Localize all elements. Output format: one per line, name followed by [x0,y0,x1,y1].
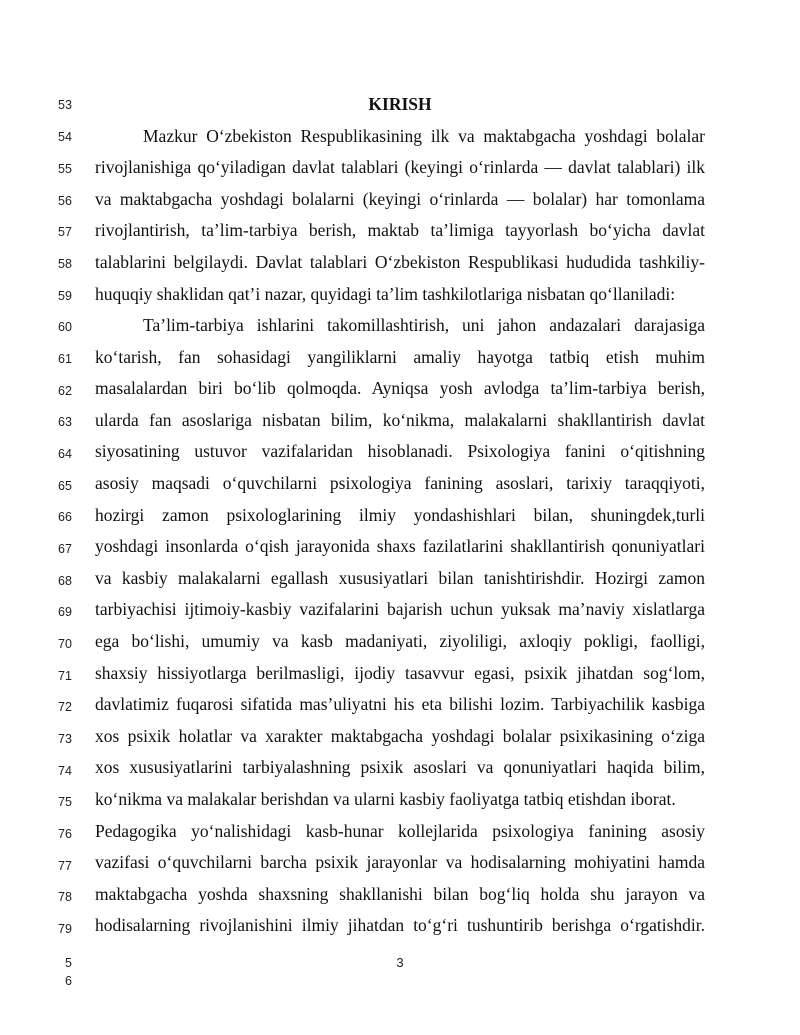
text-line: tarbiyachisi ijtimoiy-kasbiy vazifalarini bajarish uchun yuksak ma’naviy xislatlarga [95,599,705,619]
footer-line-number: 5 [65,956,72,970]
line-number: 66 [58,510,72,524]
text-line: yoshdagi insonlarda o‘qish jarayonida shaxs fazilatlarini shakllantirish qonuniyatlari [95,536,705,556]
line-number: 69 [58,605,72,619]
line-number: 64 [58,447,72,461]
text-line: huquqiy shaklidan qat’i nazar, quyidagi ta’lim tashkilotlariga nisbatan qo‘llaniladi: [95,284,676,304]
line-number: 79 [58,922,72,936]
line-number: 72 [58,700,72,714]
line-number: 65 [58,479,72,493]
text-line: ega bo‘lishi, umumiy va kasb madaniyati, ziyoliligi, axloqiy pokligi, faolligi, [95,631,705,651]
line-number: 77 [58,859,72,873]
text-line: vazifasi o‘quvchilarni barcha psixik jarayonlar va hodisalarning mohiyatini hamda [95,852,705,872]
line-number: 58 [58,257,72,271]
line-number: 78 [58,890,72,904]
line-number: 70 [58,637,72,651]
text-line: rivojlanishiga qo‘yiladigan davlat talablari (keyingi o‘rinlarda — davlat talablari) ilk [95,157,705,177]
text-line: va maktabgacha yoshdagi bolalarni (keyingi o‘rinlarda — bolalar) har tomonlama [95,189,705,209]
text-line: xos psixik holatlar va xarakter maktabgacha yoshdagi bolalar psixikasining o‘ziga [95,726,705,746]
text-line: masalalardan biri bo‘lib qolmoqda. Ayniqsa yosh avlodga ta’lim-tarbiya berish, [95,378,705,398]
text-line: hodisalarning rivojlanishini ilmiy jihatdan to‘g‘ri tushuntirib berishga o‘rgatishdir. [95,915,705,935]
page-number: 3 [396,955,404,970]
text-line: hozirgi zamon psixologlarining ilmiy yondashishlari bilan, shuningdek,turli [95,505,705,525]
line-number: 61 [58,352,72,366]
text-line: xos xususiyatlarini tarbiyalashning psixik asoslari va qonuniyatlari haqida bilim, [95,757,705,777]
line-number: 74 [58,764,72,778]
line-number: 59 [58,289,72,303]
text-line: Pedagogika yo‘nalishidagi kasb-hunar kollejlarida psixologiya fanining asosiy [95,821,705,841]
line-number: 76 [58,827,72,841]
line-number: 56 [58,194,72,208]
line-number: 68 [58,574,72,588]
text-line: davlatimiz fuqarosi sifatida mas’uliyatni his eta bilishi lozim. Tarbiyachilik kasbiga [95,694,705,714]
text-line: maktabgacha yoshda shaxsning shakllanishi bilan bog‘liq holda shu jarayon va [95,884,705,904]
line-number: 63 [58,415,72,429]
text-line: shaxsiy hissiyotlarga berilmasligi, ijodiy tasavvur egasi, psixik jihatdan sog‘lom, [95,663,705,683]
line-number: 54 [58,130,72,144]
line-number: 75 [58,795,72,809]
text-line: siyosatining ustuvor vazifalaridan hisoblanadi. Psixologiya fanini o‘qitishning [95,441,705,461]
line-number: 55 [58,162,72,176]
line-number: 67 [58,542,72,556]
footer-line-number: 6 [65,974,72,988]
line-number: 53 [58,98,72,112]
line-number: 60 [58,320,72,334]
text-line: Mazkur O‘zbekiston Respublikasining ilk va maktabgacha yoshdagi bolalar [143,126,705,146]
line-number: 57 [58,225,72,239]
text-line: va kasbiy malakalarni egallash xususiyatlari bilan tanishtirishdir. Hozirgi zamon [95,568,705,588]
text-line: ularda fan asoslariga nisbatan bilim, ko‘nikma, malakalarni shakllantirish davlat [95,410,705,430]
text-line: Ta’lim-tarbiya ishlarini takomillashtirish, uni jahon andazalari darajasiga [143,315,705,335]
text-line: rivojlantirish, ta’lim-tarbiya berish, maktab ta’limiga tayyorlash bo‘yicha davlat [95,220,705,240]
text-line: ko‘nikma va malakalar berishdan va ularni kasbiy faoliyatga tatbiq etishdan iborat. [95,789,676,809]
text-line: ko‘tarish, fan sohasidagi yangiliklarni amaliy hayotga tatbiq etish muhim [95,347,705,367]
line-number: 71 [58,669,72,683]
line-number: 73 [58,732,72,746]
text-line: asosiy maqsadi o‘quvchilarni psixologiya fanining asoslari, tarixiy taraqqiyoti, [95,473,705,493]
text-line: talablarini belgilaydi. Davlat talablari O‘zbekiston Respublikasi hududida tashkiliy- [95,252,705,272]
line-number: 62 [58,384,72,398]
page-title: KIRISH [368,94,432,114]
